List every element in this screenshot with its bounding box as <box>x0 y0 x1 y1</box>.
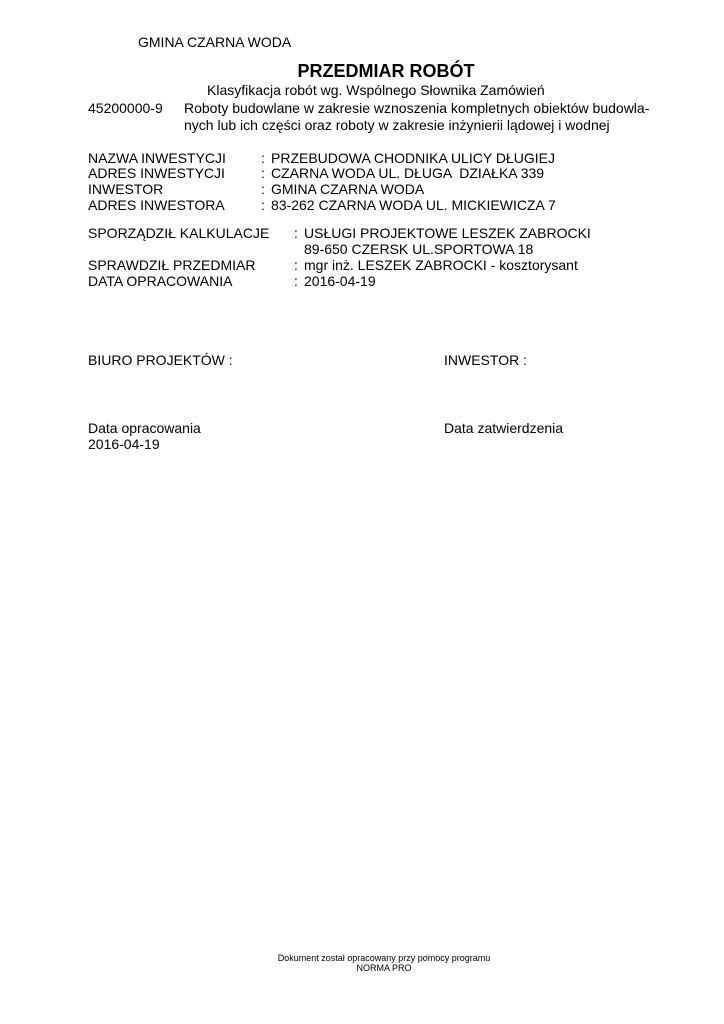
investor-address-label: ADRES INWESTORA <box>88 197 225 213</box>
checked-by-separator: : <box>294 257 298 273</box>
municipality-header: GMINA CZARNA WODA <box>138 34 292 50</box>
investor-label: INWESTOR <box>88 181 164 197</box>
cpv-code: 45200000-9 <box>88 100 163 116</box>
cpv-description-line2: nych lub ich części oraz roboty w zakresie inżynierii lądowej i wodnej <box>184 117 610 133</box>
investor-address-value: 83-262 CZARNA WODA UL. MICKIEWICZA 7 <box>271 197 556 213</box>
prepared-date-value: 2016-04-19 <box>88 436 160 452</box>
page-title <box>0 62 724 80</box>
prepared-by-label: SPORZĄDZIŁ KALKULACJE <box>88 225 270 241</box>
checked-by-label: SPRAWDZIŁ PRZEDMIAR <box>88 257 256 273</box>
preparation-date-separator: : <box>294 273 298 289</box>
footer <box>0 954 724 973</box>
preparation-date-value: 2016-04-19 <box>304 273 376 289</box>
investment-address-value: CZARNA WODA UL. DŁUGA DZIAŁKA 339 <box>271 165 545 181</box>
investor-value: GMINA CZARNA WODA <box>271 181 425 197</box>
prepared-by-value-line2: 89-650 CZERSK UL.SPORTOWA 18 <box>304 241 534 257</box>
investor-separator: : <box>261 181 265 197</box>
preparation-date-label: DATA OPRACOWANIA <box>88 273 233 289</box>
page-title-text: PRZEDMIAR ROBÓT <box>297 61 475 81</box>
investment-address-label: ADRES INWESTYCJI <box>88 165 225 181</box>
investor-address-separator: : <box>261 197 265 213</box>
investment-name-value: PRZEBUDOWA CHODNIKA ULICY DŁUGIEJ <box>271 150 555 166</box>
classification-intro: Klasyfikacja robót wg. Wspólnego Słownika Zamówień <box>207 82 545 98</box>
investor-signature-label: INWESTOR : <box>444 352 527 368</box>
investment-address-separator: : <box>261 165 265 181</box>
footer-line2: NORMA PRO <box>356 963 412 973</box>
investment-name-separator: : <box>261 150 265 166</box>
approval-date-caption: Data zatwierdzenia <box>444 420 564 436</box>
prepared-by-separator: : <box>294 225 298 241</box>
prepared-by-value-line1: USŁUGI PROJEKTOWE LESZEK ZABROCKI <box>304 225 591 241</box>
footer-line1: Dokument został opracowany przy pomocy programu <box>277 953 491 963</box>
design-office-signature-label: BIURO PROJEKTÓW : <box>88 352 233 368</box>
checked-by-value: mgr inż. LESZEK ZABROCKI - kosztorysant <box>304 257 578 273</box>
investment-name-label: NAZWA INWESTYCJI <box>88 150 226 166</box>
cpv-description-line1: Roboty budowlane w zakresie wznoszenia kompletnych obiektów budowla- <box>184 100 650 116</box>
prepared-date-caption: Data opracowania <box>88 420 201 436</box>
